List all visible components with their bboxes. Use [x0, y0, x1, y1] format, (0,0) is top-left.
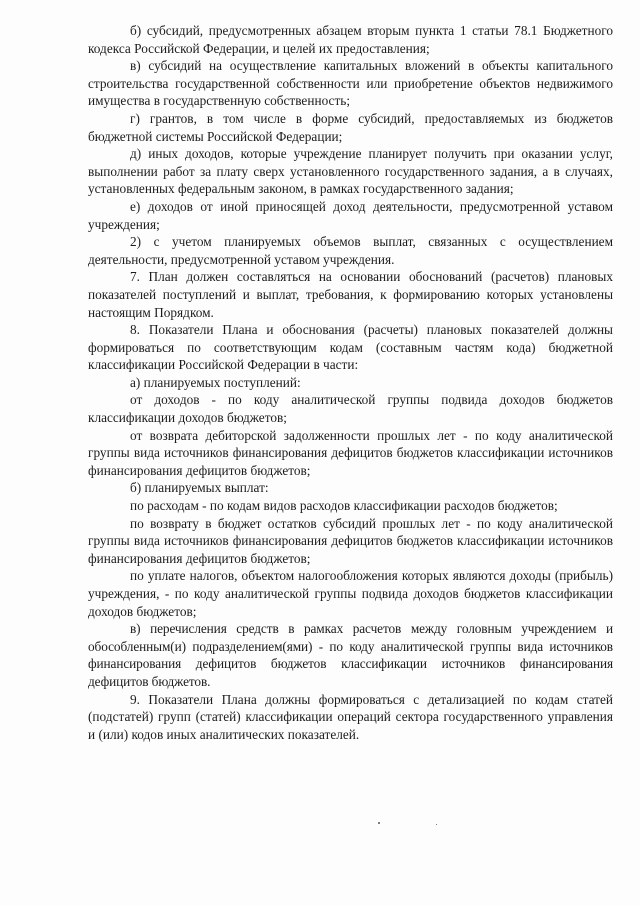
paragraph-income-generating-activity: е) доходов от иной приносящей доход деятельности, предусмотренной уставом учреждения; — [88, 198, 613, 232]
paragraph-grants: г) грантов, в том числе в форме субсидий, предоставляемых из бюджетов бюджетной системы Российской Федерации; — [88, 110, 613, 144]
paragraph-planned-payments: 2) с учетом планируемых объемов выплат, связанных с осуществлением деятельности, предусмотренной уставом учреждения. — [88, 234, 613, 267]
paragraph-planned-expenditures: б) планируемых выплат: — [130, 480, 269, 496]
paragraph-by-expenses: по расходам - по кодам видов расходов классификации расходов бюджетов; — [130, 498, 558, 514]
paragraph-other-income: д) иных доходов, которые учреждение планирует получить при оказании услуг, выполнении работ за плату сверх установленного государственного задания, а в случаях, установленных федеральным законом, в рамках государственного задания; — [88, 146, 613, 197]
paragraph-capital-investments: в) субсидий на осуществление капитальных вложений в объекты капитального строительства государственной собственности или приобретение объектов недвижимого имущества в государственную собственность; — [88, 58, 613, 109]
paragraph-receivables-return: от возврата дебиторской задолженности прошлых лет - по коду аналитической группы вида источников финансирования дефицитов бюджетов классификации источников финансирования дефицитов бюджетов; — [88, 427, 613, 478]
scan-speck — [378, 822, 380, 824]
paragraph-subsidies-78-1: б) субсидий, предусмотренных абзацем вторым пункта 1 статьи 78.1 Бюджетного кодекса Российской Федерации, и целей их предоставления; — [88, 23, 613, 56]
paragraph-section-7: 7. План должен составляться на основании обоснований (расчетов) плановых показателей поступлений и выплат, требования, к формированию которых установлены настоящим Порядком. — [88, 269, 613, 320]
paragraph-planned-receipts: а) планируемых поступлений: — [130, 374, 301, 390]
paragraph-subsidy-balance-return: по возврату в бюджет остатков субсидий прошлых лет - по коду аналитической группы вида источников финансирования дефицитов бюджетов классификации источников финансирования дефицитов бюджетов; — [88, 515, 613, 566]
paragraph-internal-transfers: в) перечисления средств в рамках расчетов между головным учреждением и обособленным(и) подразделением(ями) - по коду аналитической группы вида источников финансирования дефицитов бюджетов классификации источников финансирования дефицитов бюджетов. — [88, 621, 613, 689]
paragraph-section-9: 9. Показатели Плана должны формироваться с детализацией по кодам статей (подстатей) групп (статей) классификации операций сектора государственного управления и (или) кодов иных аналитических показателей. — [88, 691, 613, 742]
paragraph-section-8: 8. Показатели Плана и обоснования (расчеты) плановых показателей должны формироваться по соответствующим кодам (составным частям кода) бюджетной классификации Российской Федерации в части: — [88, 322, 613, 373]
scan-speck — [436, 824, 437, 825]
document-body — [88, 22, 613, 743]
paragraph-from-income: от доходов - по коду аналитической группы подвида доходов бюджетов классификации доходов бюджетов; — [88, 392, 613, 426]
paragraph-tax-payment: по уплате налогов, объектом налогообложения которых являются доходы (прибыль) учреждения, - по коду аналитической группы подвида доходов бюджетов классификации доходов бюджетов; — [88, 568, 613, 619]
